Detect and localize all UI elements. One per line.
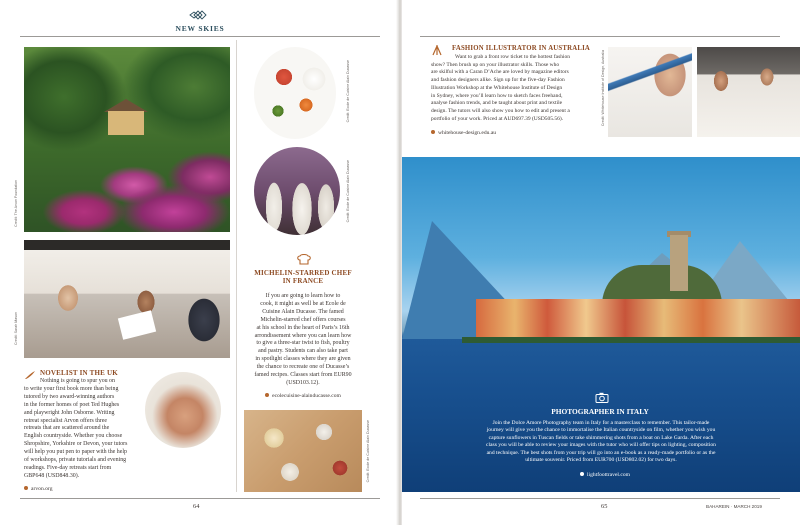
photo-credit-food: Credit: Ecole de Cuisine Alain Ducasse [346,60,350,123]
photographer-body [466,420,736,464]
photo-credit-fashion: Credit: Whitehouse Institute of Design, Australia [601,50,605,127]
chef-line: cook, it might as well be at Ecole de [260,300,346,307]
lakeside-town [476,299,800,339]
garden-photo [24,47,230,232]
chef-heading-line: IN FRANCE [282,277,324,285]
novelist-heading: NOVELIST IN THE UK [40,369,118,377]
paper-sheet [118,310,156,340]
bullet-dot [431,130,435,134]
photographer-line: and technique. The best shots from your trip will go into an e-book as a ready-made portfolio or as the [486,449,716,456]
novelist-line: and playwright John Osborne. Writing [24,409,115,416]
novelist-line: in the former homes of poet Ted Hughes [24,401,120,408]
castle-tower [670,235,688,291]
fashion-line: in Sydney, where you’ll learn how to sketch faces freehand, [431,92,563,99]
photographer-line: class you will be able to review your images with the tutor who will offer tips on lighting, composition [486,442,716,449]
column-divider [236,40,237,492]
fashion-line: analyse fashion trends, and be taught about print and textile [431,100,563,107]
chef-line: in spotlight classes where they are given [255,356,351,363]
shoreline [462,337,800,343]
page-number-right: 65 [601,503,608,510]
photo-credit-chefs: Credit: Ecole de Cuisine Alain Ducasse [346,160,350,223]
fashion-line: Want to grab a front row ticket to the hottest fashion [455,54,571,60]
chef-line: Michelin-starred chef offers courses [260,316,346,323]
chefs-photo [254,147,340,235]
chef-heading-line: MICHELIN-STARRED CHEF [254,269,352,277]
left-page [0,0,398,525]
chef-line: If you are going to learn how to [265,293,341,299]
chef-site-link[interactable]: ecolecuisine-alainducasse.com [272,393,341,399]
chef-site[interactable] [244,393,362,399]
chef-line: the chance to recreate one of Ducasse’s [256,364,350,371]
chef-line: (USD103.12). [286,379,320,386]
footer-rule-right [420,498,780,499]
photo-credit-table: Credit: Ecole de Cuisine Alain Ducasse [366,420,370,483]
bullet-dot [580,472,584,476]
camera-icon [595,392,609,403]
writing-hand-photo [145,372,221,448]
bullet-dot [24,486,28,490]
fashion-sketch-photo [608,47,692,137]
plated-dish-photo [254,47,336,139]
chef-line: famed recipes. Classes start from EUR90 [254,372,352,379]
writing-class-photo [24,240,230,358]
fashion-line: design. The tutors will also show you how to edit and present a [431,107,570,114]
novelist-line: will help you put pen to paper with the help [24,449,127,456]
bullet-dot [265,393,269,397]
novelist-line: to write your first book more than being [24,385,119,392]
section-masthead [160,8,240,33]
photographer-line: Join the Dolce Amore Photography team in Italy for a masterclass to remember. This tailor-made [492,420,710,426]
fashion-line: and fashion designers alike. Sign up for the five-day Fashion [431,77,565,84]
photographer-site-link[interactable]: lightfoottravel.com [586,472,631,478]
novelist-line: tutored by two award-winning authors [24,393,115,400]
photographer-heading: PHOTOGRAPHER IN ITALY [551,407,649,416]
fashion-body [431,54,601,123]
novelist-body [24,378,149,481]
photographer-line: ultimate souvenir. Priced from EUR700 (USD802.02) for two days. [525,457,677,464]
chef-line: at his school in the heart of Paris’s 16th [256,324,350,331]
photo-top-band [24,240,230,250]
dining-table-photo [244,410,362,492]
photographer-site[interactable] [560,472,650,478]
photo-credit-class: Credit: Sarah Mason [14,312,18,345]
chef-line: Cuisine Alain Ducasse. The famed [262,308,344,315]
novelist-line: retreats that are scattered around the [24,425,110,432]
chef-line: to give a three-star twist to fish, poultry [256,340,350,347]
novelist-line: English countryside. Whether you choose [24,433,123,440]
fashion-site-link[interactable]: whitehouse-design.edu.au [438,130,497,136]
header-rule [20,36,380,37]
novelist-site-link[interactable]: arvon.org [31,486,53,492]
fashion-line: show? Then brush up on your illustrator skills. Those who [431,61,560,68]
novelist-line: Nothing is going to spur you on [40,378,115,384]
chef-hat-icon [297,254,311,266]
fashion-site[interactable] [431,130,496,136]
footer-rule [20,498,380,499]
novelist-line: GBP648 (USD848.30). [24,472,80,479]
fashion-line: portfolio of your work. Priced at AUD697.39 (USD505.56). [431,115,564,122]
header-rule-right [420,36,780,37]
novelist-line: Shropshire, Yorkshire or Devon, your tutors [24,441,128,448]
novelist-site[interactable] [24,486,53,492]
novelist-line: of workshops, private tutorials and evening [24,457,127,464]
photographer-line: capture sunflowers in Tuscan fields or take shimmering shots from a boat on Lake Garda. After each [488,434,714,441]
novelist-line: retreat specialist Arvon offers three [24,417,107,424]
fashion-line: Illustration Workshop at the Whitehouse Institute of Design [431,84,563,91]
house [108,111,144,135]
photo-credit-garden: Credit: The Arvon Foundation [14,180,18,227]
chef-line: and pastry. Students can also take part [258,348,348,355]
chef-heading [246,269,360,285]
illustration-class-photo [697,47,800,137]
diamond-ornament-icon [160,8,240,22]
page-number-left: 64 [193,503,200,510]
chef-body [244,293,362,388]
chef-line: arrondissement where you can learn how [254,332,352,339]
section-title: NEW SKIES [175,24,225,33]
fashion-line: are skilful with a Caran D’Ache are loved by magazine editors [431,69,569,76]
fashion-heading: FASHION ILLUSTRATOR IN AUSTRALIA [452,45,591,52]
magazine-footer: BAHAREIN · MARCH 2019 [706,504,762,509]
photographer-line: journey will give you the chance to immortalise the Italian countryside on film, whether you wish you [486,427,716,434]
novelist-line: readings. Five-day retreats start from [24,464,112,471]
